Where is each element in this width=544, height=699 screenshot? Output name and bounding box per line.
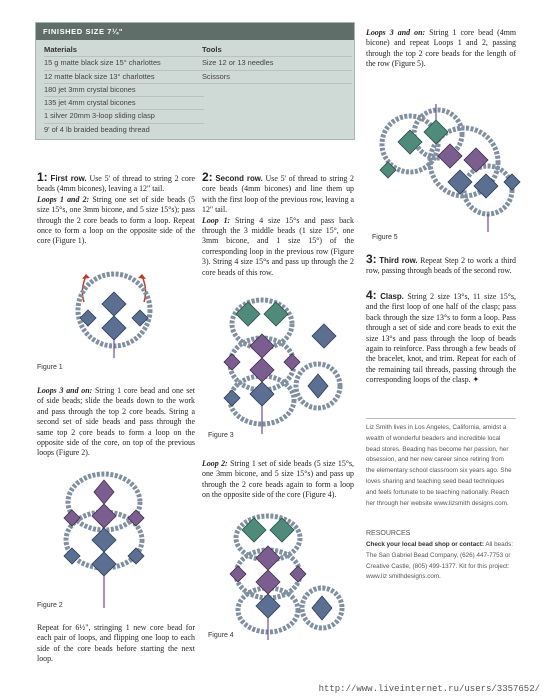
step-1-number: 1: <box>37 170 48 184</box>
bio-divider <box>366 418 516 419</box>
figure-2-beads <box>64 474 144 608</box>
resources-heading: RESOURCES <box>366 530 411 537</box>
figure-3-beads <box>224 300 340 434</box>
step-2-body: Use 5' of thread to string 2 core beads (4mm bicones) and line them up with the first loop of the previous row, leaving a 12" tail. <box>202 174 355 215</box>
loops-3-on-body: String 1 core bead (4mm bicone) and repeat Loops 1 and 2, passing through the top 2 core beads for the length of the row (Figure 5). <box>366 28 516 69</box>
repeat-text: Repeat for 6½", stringing 1 new core bead for each pair of loops, and flipping one loop to each side of the core beads before starting the next loop. <box>37 623 195 664</box>
step-1-body: Use 5' of thread to string 2 core beads (4mm bicones), leaving a 12" tail. <box>37 174 196 194</box>
finished-size-title: FINISHED SIZE 7¼" <box>36 23 354 40</box>
figure-1-diagram <box>72 268 162 358</box>
figure-3-diagram <box>218 294 358 434</box>
figure-1-caption: Figure 1 <box>37 364 63 371</box>
step-3-title: Third row. <box>379 256 418 265</box>
finished-size-box <box>35 22 355 140</box>
step-4-body: String 2 size 13°s, 11 size 15°s, and the first loop of one half of the clasp; pass back through the size 13°s to form a loop. Pass through a set of side and core beads to exit the size 13°s and pass through the loop of beads again to reinforce. Pass through a few beads of the bracelet, knot, and trim. Repeat for each of the remaining tail threads, passing through the corresponding loops of the clasp. ✦ <box>366 292 516 385</box>
loops-3-on-text <box>366 28 516 70</box>
loop-1-title: Loop 1: <box>202 215 231 225</box>
tool-item: Size 12 or 13 needles <box>202 57 352 70</box>
tool-item: Scissors <box>202 71 352 84</box>
material-item: 15 g matte black size 15° charlottes <box>44 57 204 70</box>
step-4-title: Clasp. <box>380 292 404 301</box>
resources-body: All beads: The San Gabriel Bead Company, (626) 447-7753 or Creative Castle, (805) 499-1377. Kit for this project: www.liz smithdesigns.com. <box>366 541 513 581</box>
figure-5-beads <box>380 104 520 232</box>
material-item: 180 jet 3mm crystal bicones <box>44 84 204 97</box>
loops-3-on-title: Loops 3 and on: <box>366 28 426 37</box>
loop-2-body: String 1 set of side beads (5 size 15°s, one 3mm bicone, and 5 size 15°s) and pass up through the 2 core beads again to form a loop on the opposite side of the core (Figure 4). <box>202 459 354 500</box>
step-1-title: First row. <box>50 174 87 183</box>
loops-3-title: Loops 3 and on: <box>37 386 93 395</box>
figure-3-caption: Figure 3 <box>208 432 234 439</box>
step-4-text <box>366 290 516 386</box>
loop-1-body: String 4 size 15°s and pass back through the 3 middle beads (1 size 15°, one 3mm bicone, and 1 size 15°) of the corresponding loop in the previous row (Figure 3). String 4 size 15°s and pass up through the 2 core beads of this row. <box>202 215 354 277</box>
step-3-text <box>366 254 516 277</box>
figure-4-diagram <box>224 510 354 640</box>
material-item: 12 matte black size 13° charlottes <box>44 71 204 84</box>
resources-text <box>366 540 516 583</box>
step-1-text <box>37 172 195 247</box>
figure-2-diagram <box>58 470 158 610</box>
step-2-text <box>202 172 354 278</box>
loops-3-body: String 1 core bead and one set of side beads; slide the beads down to the work and pass through the top 2 core beads. String a second set of side beads and pass through the same top 2 core beads to form a loop on the opposite side of the core, on top of the previous loops (Figure 2). <box>37 386 195 458</box>
loops-1-2-body: String one set of side beads (5 size 15°s, one 3mm bicone, and 5 size 15°s); pass through the 2 core beads to form a loop. Repeat once to form a loop on the opposite side of the core (Figure 1). <box>37 194 195 246</box>
materials-list <box>44 44 204 136</box>
footer-url: http://www.liveinternet.ru/users/3357652/ <box>318 684 540 694</box>
figure-1-beads <box>78 274 150 358</box>
resources-lead: Check your local bead shop or contact: <box>366 541 484 548</box>
materials-heading: Materials <box>44 44 204 57</box>
material-item: 9' of 4 lb braided beading thread <box>44 124 150 134</box>
tools-heading: Tools <box>202 44 352 57</box>
material-item: 1 silver 20mm 3-loop sliding clasp <box>44 110 204 123</box>
loops-3-text <box>37 386 195 459</box>
figure-5-caption: Figure 5 <box>372 234 398 241</box>
step-3-number: 3: <box>366 252 377 266</box>
step-2-number: 2: <box>202 170 213 184</box>
step-4-number: 4: <box>366 288 377 302</box>
step-2-title: Second row. <box>215 174 263 183</box>
loop-2-title: Loop 2: <box>202 459 228 468</box>
loop-2-text <box>202 459 354 501</box>
author-bio: Liz Smith lives in Los Angeles, California, amidst a wealth of wonderful beaders and incredible local bead stores. Beading has become her passion, her obsession, and her new career since retiring from the elementary school classroom six years ago. She loves sharing and teaching seed bead techniques and feels fortunate to be teaching nationally. Reach her through her website www.lizsmith designs.com. <box>366 424 512 507</box>
figure-4-caption: Figure 4 <box>208 632 234 639</box>
figure-2-caption: Figure 2 <box>37 602 63 609</box>
figure-4-beads <box>230 516 342 640</box>
step-3-body: Repeat Step 2 to work a third row, passing through beads of the second row. <box>366 256 516 276</box>
material-item: 135 jet 4mm crystal bicones <box>44 97 204 110</box>
tools-list <box>202 44 352 84</box>
loops-1-2-title: Loops 1 and 2: <box>37 194 90 204</box>
figure-5-diagram <box>376 104 526 234</box>
